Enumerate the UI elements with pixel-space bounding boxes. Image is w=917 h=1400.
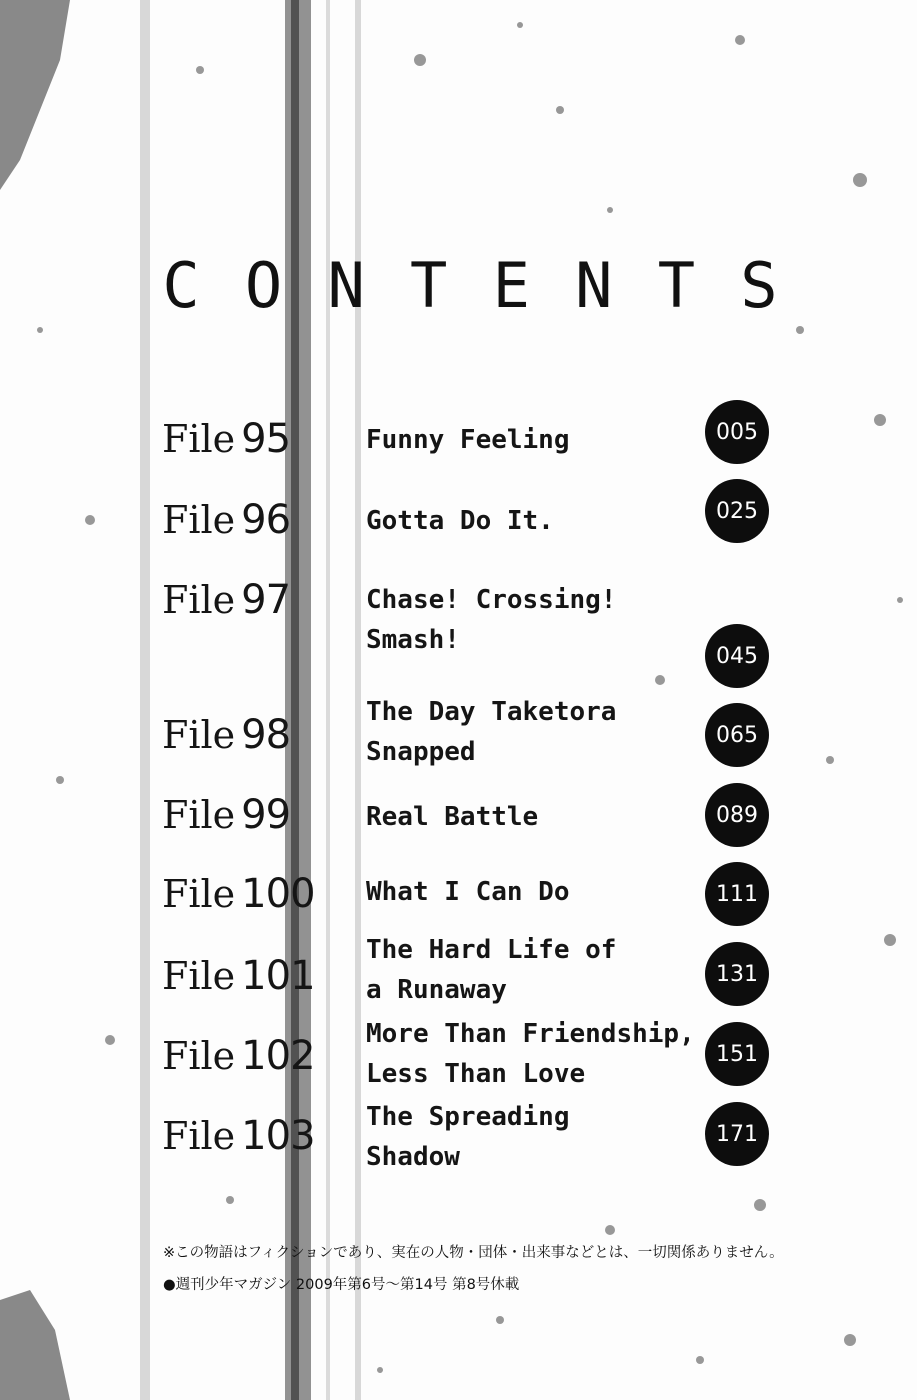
file-label: File 98 [162, 712, 291, 758]
page-number-badge: 005 [705, 400, 769, 464]
footnotes [163, 1243, 783, 1295]
page-number-badge: 111 [705, 862, 769, 926]
chapter-title: The Day Taketora Snapped [366, 697, 617, 767]
title-letter: T [657, 248, 696, 322]
chapter-title: Funny Feeling [366, 425, 570, 455]
contents-title [150, 250, 790, 320]
file-label: File 96 [162, 497, 291, 543]
page-number-badge: 045 [705, 624, 769, 688]
file-label: File 95 [162, 416, 291, 462]
chapter-title: The Hard Life of a Runaway [366, 935, 617, 1005]
page-number-badge: 151 [705, 1022, 769, 1086]
title-letter: N [575, 248, 613, 322]
chapter-title: Real Battle [366, 802, 539, 832]
file-label: File 100 [162, 871, 315, 917]
file-label: File 101 [162, 953, 315, 999]
chapter-title: What I Can Do [366, 877, 570, 907]
title-letter: C [162, 248, 200, 322]
chapter-title: More Than Friendship, Less Than Love [366, 1019, 695, 1089]
chapter-title: Gotta Do It. [366, 506, 554, 536]
file-label: File 97 [162, 577, 291, 623]
serialization-info: ●週刊少年マガジン 2009年第6号〜第14号 第8号休載 [163, 1277, 520, 1293]
title-letter: E [492, 248, 530, 322]
page-number-badge: 025 [705, 479, 769, 543]
file-label: File 103 [162, 1113, 315, 1159]
page-number-badge: 065 [705, 703, 769, 767]
page-number-badge: 171 [705, 1102, 769, 1166]
title-letter: S [740, 248, 778, 322]
chapter-title: Chase! Crossing! Smash! [366, 585, 617, 655]
chapter-title: The Spreading Shadow [366, 1102, 570, 1172]
file-label: File 102 [162, 1033, 315, 1079]
title-letter: N [327, 248, 365, 322]
title-letter: T [410, 248, 448, 322]
title-letter: O [244, 248, 283, 322]
fiction-disclaimer: ※この物語はフィクションであり、実在の人物・団体・出来事などとは、一切関係ありません。 [163, 1245, 784, 1261]
file-label: File 99 [162, 792, 291, 838]
page-number-badge: 089 [705, 783, 769, 847]
page-number-badge: 131 [705, 942, 769, 1006]
